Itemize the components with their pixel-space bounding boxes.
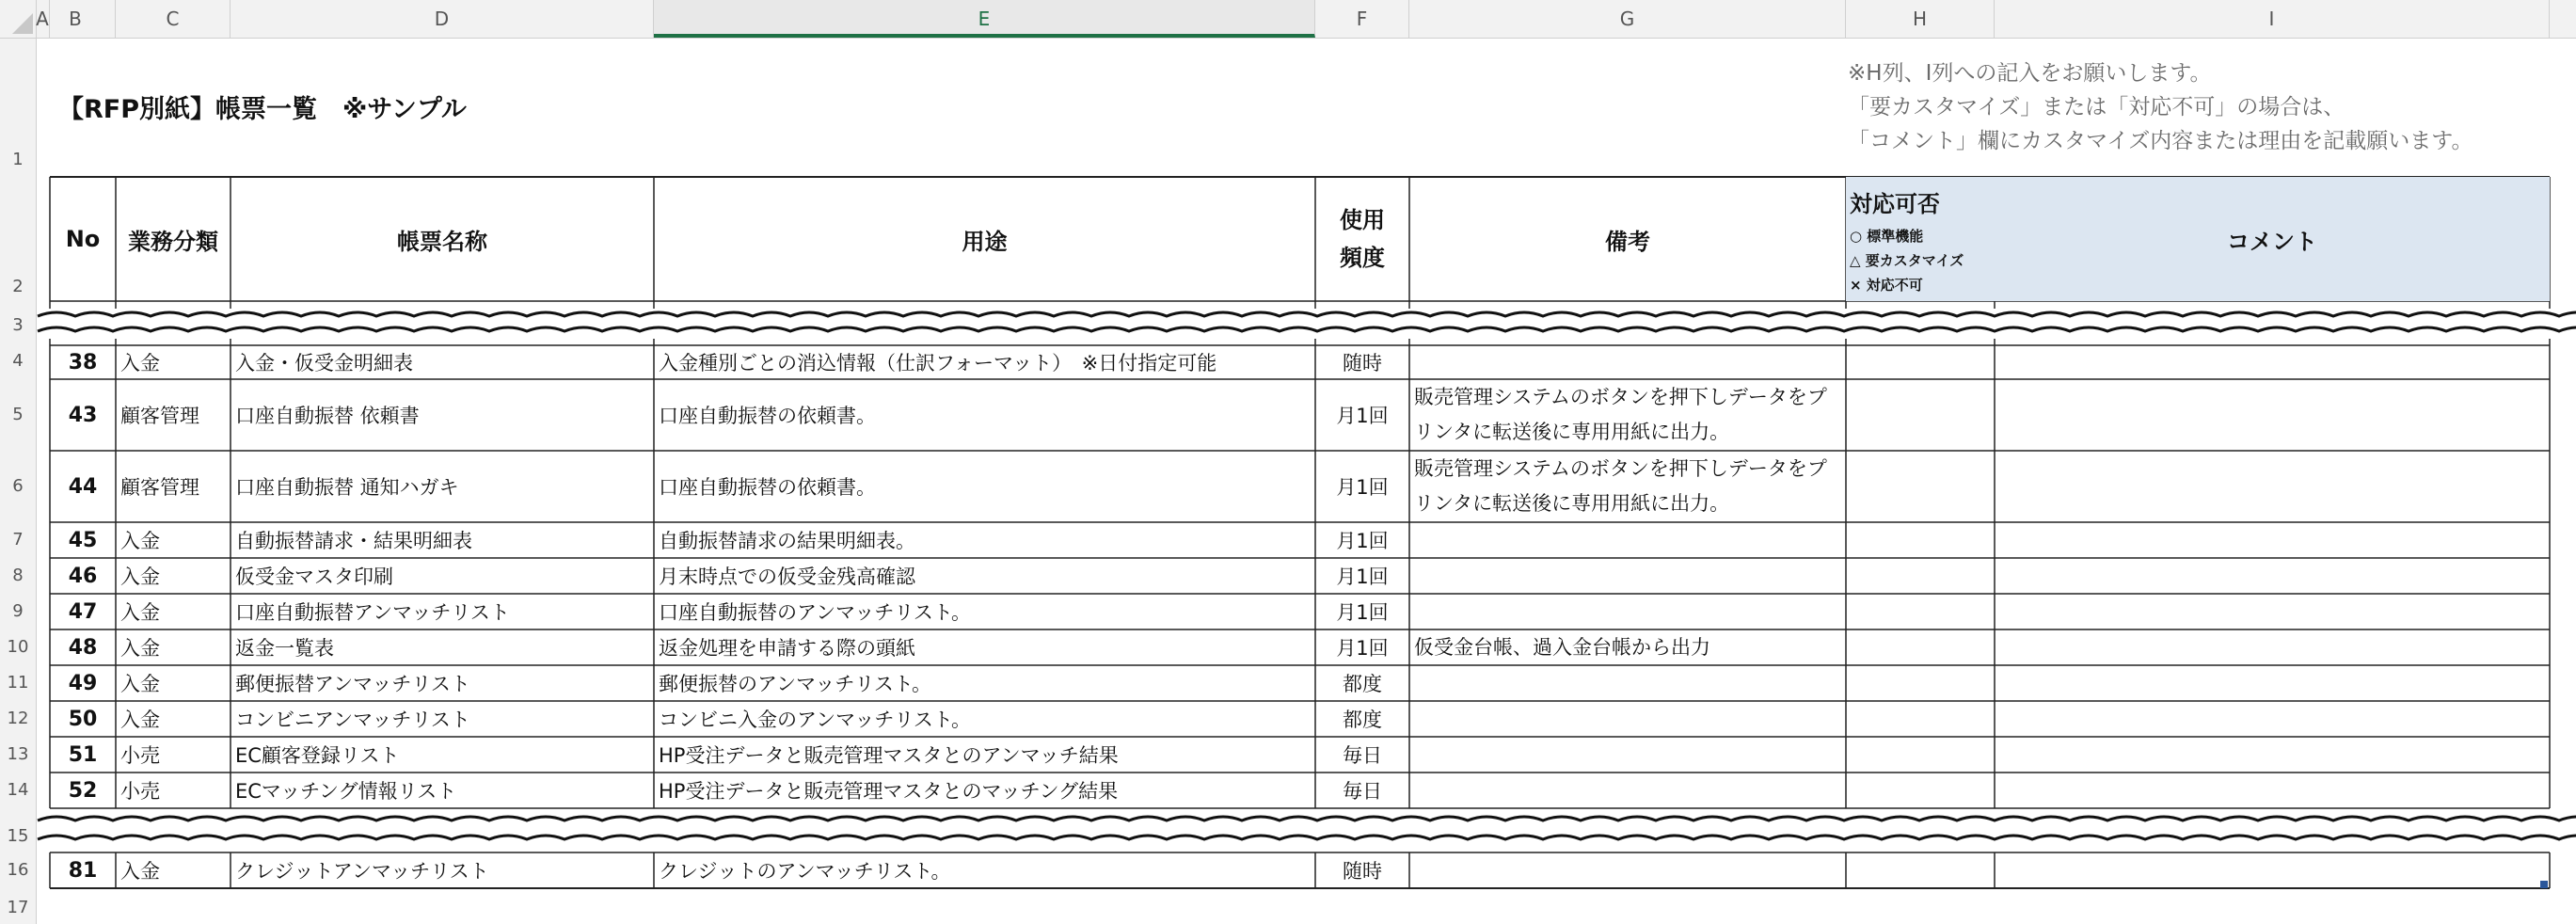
cell-remarks xyxy=(1414,522,1845,558)
row-number[interactable]: 12 xyxy=(7,709,29,728)
note-line: ※H列、I列への記入をお願いします。 xyxy=(1848,61,2212,86)
header-frequency-line: 使用 xyxy=(1340,207,1385,233)
cell-frequency: 都度 xyxy=(1343,673,1382,695)
row-number[interactable]: 2 xyxy=(12,277,24,296)
cell-comment[interactable] xyxy=(1999,522,2549,558)
row-number[interactable]: 4 xyxy=(12,351,24,371)
cell-no: 81 xyxy=(68,858,98,883)
cell-category: 入金 xyxy=(120,530,160,552)
sheet-title: 【RFP別紙】帳票一覧 ※サンプル xyxy=(58,95,467,124)
cell-support[interactable] xyxy=(1846,737,1995,773)
column-header-b[interactable]: B xyxy=(36,0,116,38)
cell-purpose: クレジットのアンマッチリスト。 xyxy=(659,860,951,883)
cell-comment[interactable] xyxy=(1999,451,2549,522)
cell-purpose: 口座自動振替の依頼書。 xyxy=(659,405,876,427)
legend-item: ○ 標準機能 xyxy=(1850,228,1924,245)
row-number[interactable]: 14 xyxy=(7,780,29,800)
row-number[interactable]: 7 xyxy=(12,530,24,550)
cell-frequency: 月1回 xyxy=(1336,637,1389,660)
column-header-h[interactable]: H xyxy=(1846,0,1995,38)
row-number[interactable]: 15 xyxy=(7,826,29,846)
cell-name: 口座自動振替 通知ハガキ xyxy=(235,476,459,499)
cell-frequency: 月1回 xyxy=(1336,601,1389,624)
cell-purpose: 口座自動振替のアンマッチリスト。 xyxy=(659,601,972,624)
row-number[interactable]: 1 xyxy=(12,150,24,169)
cell-category: 顧客管理 xyxy=(120,476,199,499)
support-title: 対応可否 xyxy=(1850,191,1940,217)
cell-support[interactable] xyxy=(1846,451,1995,522)
cell-category: 小売 xyxy=(120,744,160,767)
header-category: 業務分類 xyxy=(128,228,218,255)
cell-frequency: 随時 xyxy=(1343,352,1382,374)
column-header-g[interactable]: G xyxy=(1409,0,1846,38)
cell-no: 51 xyxy=(68,742,98,767)
cell-purpose: HP受注データと販売管理マスタとのマッチング結果 xyxy=(659,780,1119,803)
column-header-i[interactable]: I xyxy=(1995,0,2550,38)
cell-comment[interactable] xyxy=(1999,852,2549,888)
row-number[interactable]: 8 xyxy=(12,566,24,585)
cell-name: 口座自動振替 依頼書 xyxy=(235,405,420,427)
cell-category: 入金 xyxy=(120,673,160,695)
cell-comment[interactable] xyxy=(1999,379,2549,451)
cell-purpose: 口座自動振替の依頼書。 xyxy=(659,476,876,499)
cell-purpose: コンビニ入金のアンマッチリスト。 xyxy=(659,709,972,731)
cell-comment[interactable] xyxy=(1999,345,2549,379)
cell-comment[interactable] xyxy=(1999,773,2549,808)
header-frequency-line: 頻度 xyxy=(1340,245,1385,271)
support-legend xyxy=(1850,185,1964,297)
cell-support[interactable] xyxy=(1846,701,1995,737)
cell-remarks xyxy=(1414,737,1845,773)
cell-frequency: 月1回 xyxy=(1336,530,1389,552)
cell-category: 入金 xyxy=(120,860,160,883)
header-no: No xyxy=(65,226,101,252)
cell-no: 48 xyxy=(68,635,98,660)
legend-item: × 対応不可 xyxy=(1850,277,1923,294)
cell-name: 入金・仮受金明細表 xyxy=(235,352,413,374)
cell-support[interactable] xyxy=(1846,665,1995,701)
cell-frequency: 月1回 xyxy=(1336,476,1389,499)
cell-name: クレジットアンマッチリスト xyxy=(235,860,489,883)
cell-remarks: 販売管理システムのボタンを押下しデータをプリンタに転送後に専用用紙に出力。 xyxy=(1414,457,1827,515)
cell-category: 小売 xyxy=(120,780,160,803)
column-header-d[interactable]: D xyxy=(231,0,654,38)
cell-no: 45 xyxy=(68,528,98,552)
row-number[interactable]: 10 xyxy=(7,637,29,657)
cell-purpose: 郵便振替のアンマッチリスト。 xyxy=(659,673,932,695)
cell-name: コンビニアンマッチリスト xyxy=(235,709,470,731)
cell-category: 入金 xyxy=(120,601,160,624)
header-frequency xyxy=(1315,177,1409,301)
cell-name: 郵便振替アンマッチリスト xyxy=(235,673,470,695)
cell-remarks xyxy=(1414,558,1845,594)
cell-no: 46 xyxy=(68,564,98,588)
header-comment: コメント xyxy=(1995,177,2550,301)
cell-name: 口座自動振替アンマッチリスト xyxy=(235,601,510,624)
cell-support[interactable] xyxy=(1846,594,1995,629)
cell-category: 入金 xyxy=(120,637,160,660)
cell-comment[interactable] xyxy=(1999,701,2549,737)
cell-no: 52 xyxy=(68,778,98,803)
cell-remarks xyxy=(1414,345,1845,379)
cell-name: ECマッチング情報リスト xyxy=(235,780,457,803)
cell-category: 顧客管理 xyxy=(120,405,199,427)
cell-no: 50 xyxy=(68,707,98,731)
header-remarks: 備考 xyxy=(1605,228,1650,255)
cell-comment[interactable] xyxy=(1999,665,2549,701)
row-number[interactable]: 11 xyxy=(7,673,29,693)
column-header-a[interactable]: A xyxy=(36,0,50,38)
cell-purpose: 返金処理を申請する際の頭紙 xyxy=(659,637,915,660)
cell-frequency: 毎日 xyxy=(1343,780,1382,803)
cell-name: 返金一覧表 xyxy=(235,637,334,660)
cell-no: 43 xyxy=(68,403,98,427)
note-line: 「要カスタマイズ」または「対応不可」の場合は、 xyxy=(1848,95,2345,119)
header-name: 帳票名称 xyxy=(397,228,487,255)
cell-purpose: 月末時点での仮受金残高確認 xyxy=(659,566,915,588)
cell-remarks: 販売管理システムのボタンを押下しデータをプリンタに転送後に専用用紙に出力。 xyxy=(1414,386,1827,443)
cell-support[interactable] xyxy=(1846,379,1995,451)
cell-no: 49 xyxy=(68,671,98,695)
cell-remarks xyxy=(1414,701,1845,737)
cell-frequency: 都度 xyxy=(1343,709,1382,731)
cell-support[interactable] xyxy=(1846,558,1995,594)
column-header-e[interactable]: E xyxy=(654,0,1315,38)
cell-remarks xyxy=(1414,594,1845,629)
cell-frequency: 月1回 xyxy=(1336,566,1389,588)
header-purpose: 用途 xyxy=(962,228,1008,255)
row-number[interactable]: 5 xyxy=(12,405,24,424)
cell-purpose: HP受注データと販売管理マスタとのアンマッチ結果 xyxy=(659,744,1119,767)
note-line: 「コメント」欄にカスタマイズ内容または理由を記載願います。 xyxy=(1848,129,2473,153)
cell-remarks: 仮受金台帳、過入金台帳から出力 xyxy=(1414,635,1710,659)
column-header-c[interactable]: C xyxy=(116,0,231,38)
cell-no: 44 xyxy=(68,474,98,499)
cell-comment[interactable] xyxy=(1999,594,2549,629)
cell-name: EC顧客登録リスト xyxy=(235,744,400,767)
row-number[interactable]: 9 xyxy=(12,601,24,621)
cell-support[interactable] xyxy=(1846,773,1995,808)
cell-purpose: 入金種別ごとの消込情報（仕訳フォーマット） ※日付指定可能 xyxy=(659,352,1217,374)
column-header-f[interactable]: F xyxy=(1315,0,1409,38)
row-number[interactable]: 3 xyxy=(12,315,24,335)
cell-frequency: 月1回 xyxy=(1336,405,1389,427)
cell-comment[interactable] xyxy=(1999,737,2549,773)
cell-category: 入金 xyxy=(120,352,160,374)
row-number[interactable]: 16 xyxy=(7,860,29,880)
cell-name: 仮受金マスタ印刷 xyxy=(235,566,393,588)
cell-remarks xyxy=(1414,665,1845,701)
cell-category: 入金 xyxy=(120,709,160,731)
cell-support[interactable] xyxy=(1846,345,1995,379)
cell-frequency: 毎日 xyxy=(1343,744,1382,767)
row-number[interactable]: 17 xyxy=(7,898,29,917)
row-number[interactable]: 13 xyxy=(7,744,29,764)
cell-purpose: 自動振替請求の結果明細表。 xyxy=(659,530,915,552)
cell-remarks xyxy=(1414,773,1845,808)
legend-item: △ 要カスタマイズ xyxy=(1850,252,1964,269)
cell-no: 38 xyxy=(68,350,98,374)
cell-support[interactable] xyxy=(1846,522,1995,558)
cell-name: 自動振替請求・結果明細表 xyxy=(235,530,472,552)
cell-support[interactable] xyxy=(1846,852,1995,888)
cell-remarks xyxy=(1414,852,1845,888)
cell-category: 入金 xyxy=(120,566,160,588)
cell-frequency: 随時 xyxy=(1343,860,1382,883)
cell-support[interactable] xyxy=(1846,629,1995,665)
row-number[interactable]: 6 xyxy=(12,476,24,496)
cell-comment[interactable] xyxy=(1999,558,2549,594)
cell-comment[interactable] xyxy=(1999,629,2549,665)
cell-no: 47 xyxy=(68,599,98,624)
